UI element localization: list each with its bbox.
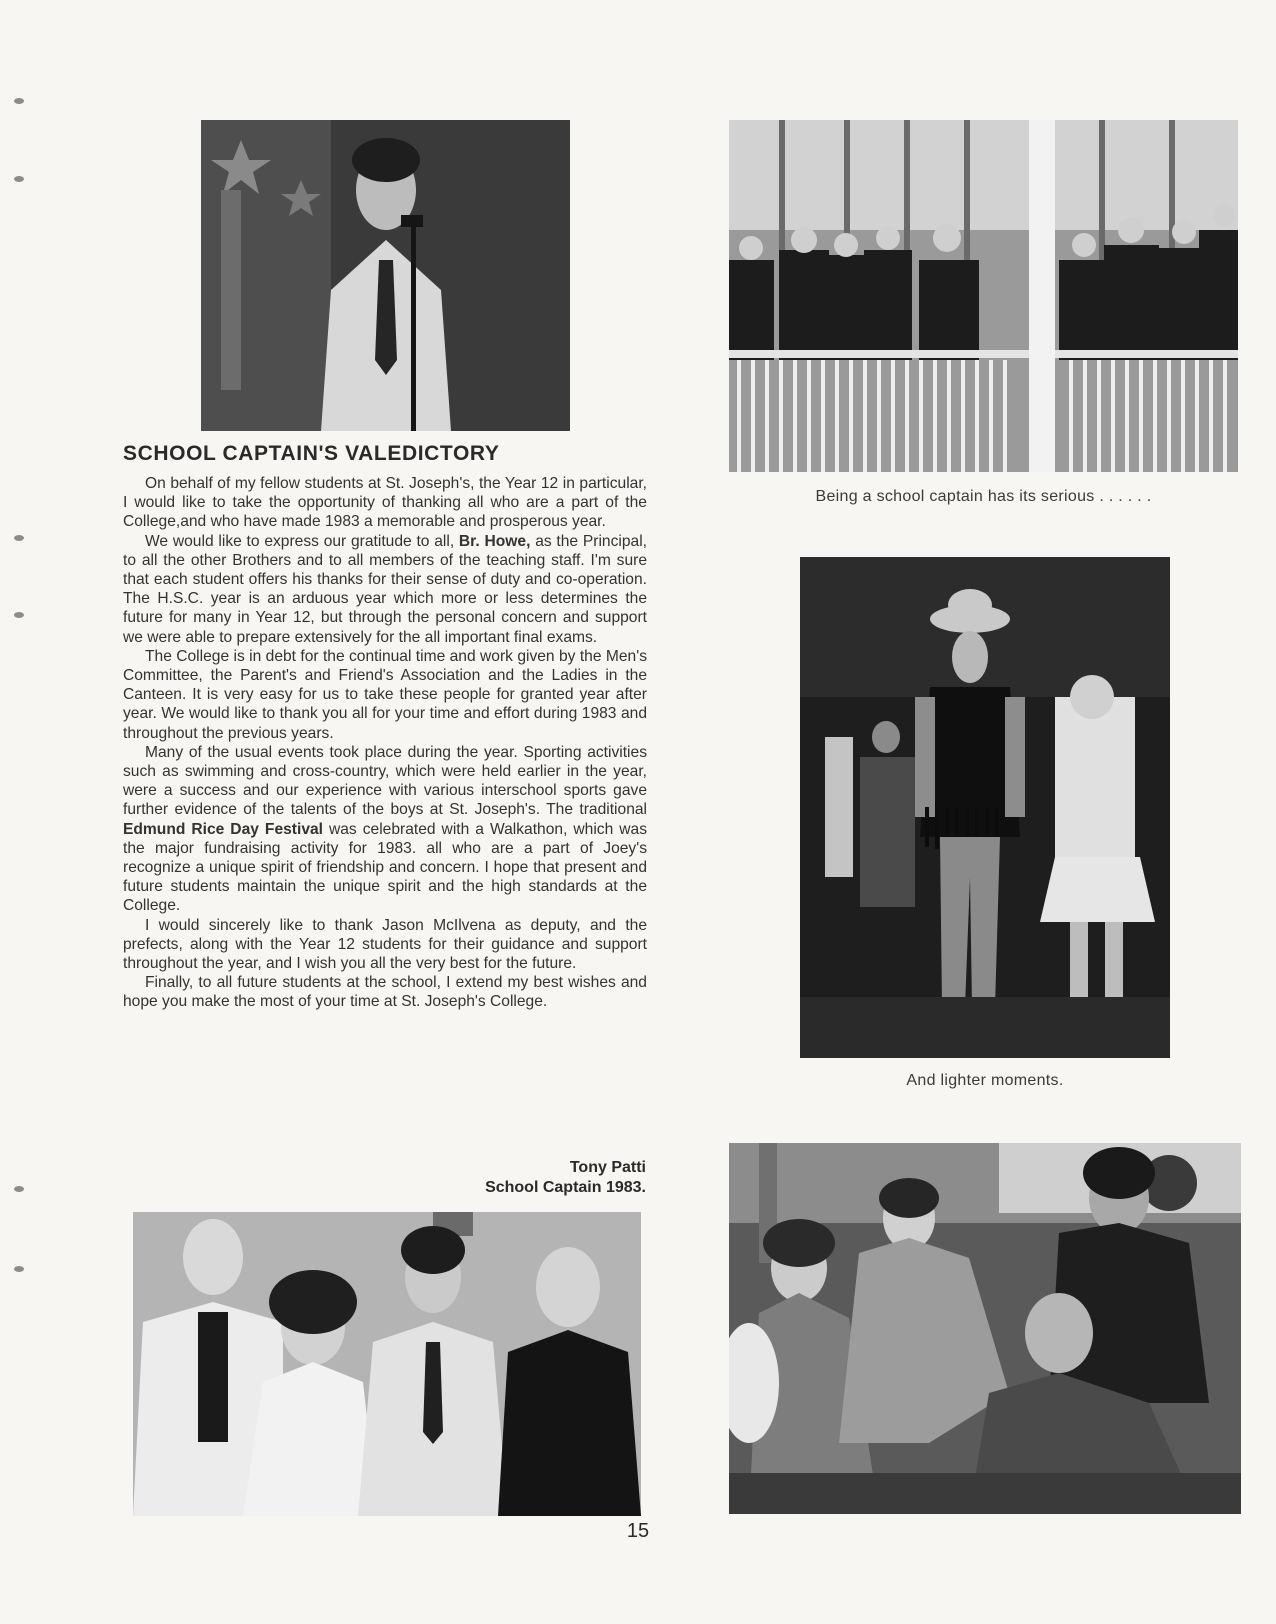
binding-mark	[14, 535, 24, 541]
caption-serious: Being a school captain has its serious . . . . . .	[815, 488, 1152, 505]
article-paragraph: Finally, to all future students at the school, I extend my best wishes and hope you make the most of your time at St. Joseph's College.	[123, 974, 647, 1011]
binding-mark	[14, 98, 24, 104]
photo-captain-speech-graphic	[201, 120, 570, 431]
article-paragraph-text: Many of the usual events took place during the year. Sporting activities such as swimming and cross-country, which were held earlier in the year, were a success and our experience with various interschool sports gave further evidence of the talents of the boys at St. Joseph's. The traditional	[123, 743, 647, 819]
signature-name: Tony Patti	[569, 1159, 646, 1176]
photo-costume-party-graphic	[800, 557, 1170, 1058]
binding-mark	[14, 1266, 24, 1272]
binding-mark	[14, 176, 24, 182]
page-number: 15	[626, 1520, 650, 1542]
article-paragraph: On behalf of my fellow students at St. Joseph's, the Year 12 in particular, I would like to take the opportunity of thanking all who are a part of the College,and who have made 1983 a memorable and prosperous year.	[123, 475, 647, 531]
signature-title: School Captain 1983.	[485, 1179, 646, 1196]
photo-students-outdoors	[729, 1143, 1241, 1514]
article-paragraph-text: We would like to express our gratitude to all,	[145, 532, 459, 550]
signature	[400, 1158, 646, 1198]
article-heading: SCHOOL CAPTAIN'S VALEDICTORY	[123, 442, 500, 465]
article-paragraph	[123, 743, 647, 916]
photo-costume-party	[800, 557, 1170, 1058]
photo-students-outdoors-graphic	[729, 1143, 1241, 1514]
principal-name: Br. Howe,	[458, 532, 531, 550]
caption-lighter: And lighter moments.	[906, 1072, 1064, 1089]
festival-name: Edmund Rice Day Festival	[123, 820, 323, 838]
photo-balcony-group	[729, 120, 1238, 472]
article-paragraph-text: was celebrated with a Walkathon, which was the major fundraising activity for 1983. all who are a part of Joey's recognize a unique spirit of friendship and concern. I hope that present and future students maintain the unique spirit and the high standards at the College.	[123, 820, 648, 915]
article-body	[123, 474, 647, 1012]
photo-captain-speech	[201, 120, 570, 431]
photo-four-people	[133, 1212, 641, 1516]
article-paragraph: I would sincerely like to thank Jason McIlvena as deputy, and the prefects, along with the Year 12 students for their guidance and support throughout the year, and I wish you all the very best for the future.	[123, 916, 647, 973]
photo-four-people-graphic	[133, 1212, 641, 1516]
binding-mark	[14, 612, 24, 618]
article-paragraph: The College is in debt for the continual time and work given by the Men's Committee, the Parent's and Friend's Association and the Ladies in the Canteen. It is very easy for us to take these people for granted year after year. We would like to thank you all for your time and effort during 1983 and throughout the previous years.	[123, 647, 647, 742]
article-paragraph	[123, 532, 647, 647]
article-paragraph-text: as the Principal, to all the other Brothers and to all members of the teaching staff. I'm sure that each student offers his thanks for their sense of duty and co-operation. The H.S.C. year is an arduous year which more or less determines the future for many in Year 12, but through the personal concern and support we were able to prepare extensively for the all important final exams.	[123, 532, 648, 646]
binding-mark	[14, 1186, 24, 1192]
photo-balcony-group-graphic	[729, 120, 1238, 472]
